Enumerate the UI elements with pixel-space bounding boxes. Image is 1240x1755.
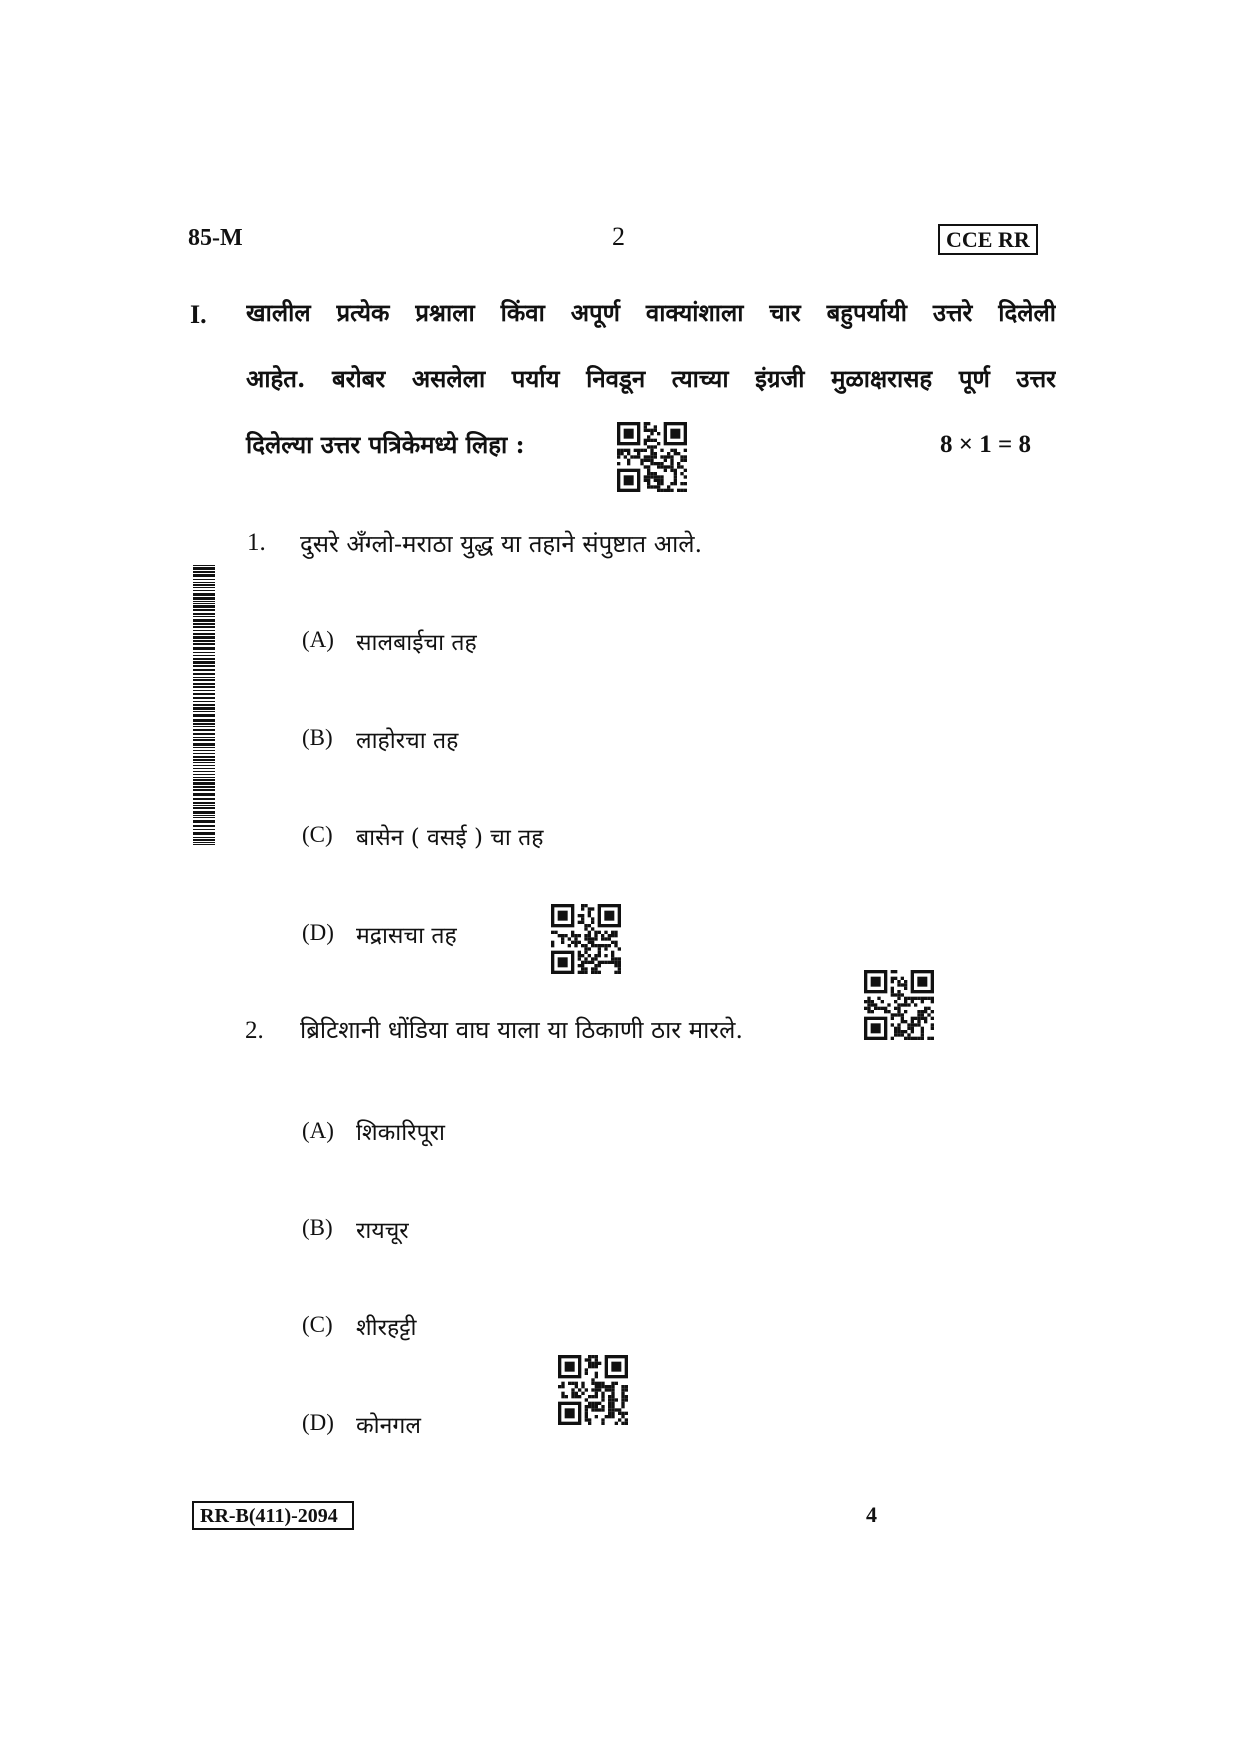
option-label: (C) — [302, 822, 333, 847]
footer-code-box: RR-B(411)-2094 — [192, 1501, 354, 1530]
section-number: I. — [190, 300, 207, 329]
option-text: शिकारिपूरा — [356, 1120, 446, 1146]
instruction-line: आहेत. बरोबर असलेला पर्याय निवडून त्याच्या इंग्रजी मुळाक्षरासह पूर्ण उत्तर — [246, 364, 1056, 393]
option-text: रायचूर — [356, 1218, 409, 1244]
option-text: शीरहट्टी — [356, 1315, 417, 1341]
option-label: (A) — [302, 627, 334, 652]
footer-sheet-number: 4 — [866, 1502, 877, 1527]
option-label: (C) — [302, 1312, 333, 1337]
marks-label: 8 × 1 = 8 — [940, 431, 1031, 458]
option-label: (A) — [302, 1118, 334, 1143]
section-instruction — [246, 296, 1056, 330]
section-instruction — [246, 362, 1056, 396]
option-label: (B) — [302, 725, 333, 750]
paper-code: 85-M — [188, 225, 243, 251]
qr-code-icon — [558, 1355, 628, 1425]
option-text: मद्रासचा तह — [356, 923, 457, 949]
question-text: ब्रिटिशानी धोंडिया वाघ याला या ठिकाणी ठार मारले. — [300, 1016, 744, 1044]
page-number: 2 — [612, 222, 625, 251]
qr-code-icon — [551, 904, 621, 974]
option-text: कोनगल — [356, 1413, 421, 1439]
qr-code-icon — [617, 422, 687, 492]
option-text: बासेन ( वसई ) चा तह — [356, 825, 544, 851]
series-box: CCE RR — [938, 224, 1038, 255]
question-text: दुसरे अँग्लो-मराठा युद्ध या तहाने संपुष्टात आले. — [300, 530, 703, 558]
qr-code-icon — [864, 970, 934, 1040]
instruction-line: दिलेल्या उत्तर पत्रिकेमध्ये लिहा : — [246, 430, 525, 459]
question-number: 2. — [245, 1017, 264, 1044]
option-text: लाहोरचा तह — [356, 728, 459, 754]
option-label: (B) — [302, 1215, 333, 1240]
option-label: (D) — [302, 1410, 334, 1435]
instruction-line: खालील प्रत्येक प्रश्नाला किंवा अपूर्ण वाक्यांशाला चार बहुपर्यायी उत्तरे दिलेली — [246, 298, 1056, 327]
option-label: (D) — [302, 920, 334, 945]
option-text: सालबाईचा तह — [356, 630, 477, 656]
question-number: 1. — [247, 529, 266, 556]
barcode-icon — [193, 565, 215, 845]
